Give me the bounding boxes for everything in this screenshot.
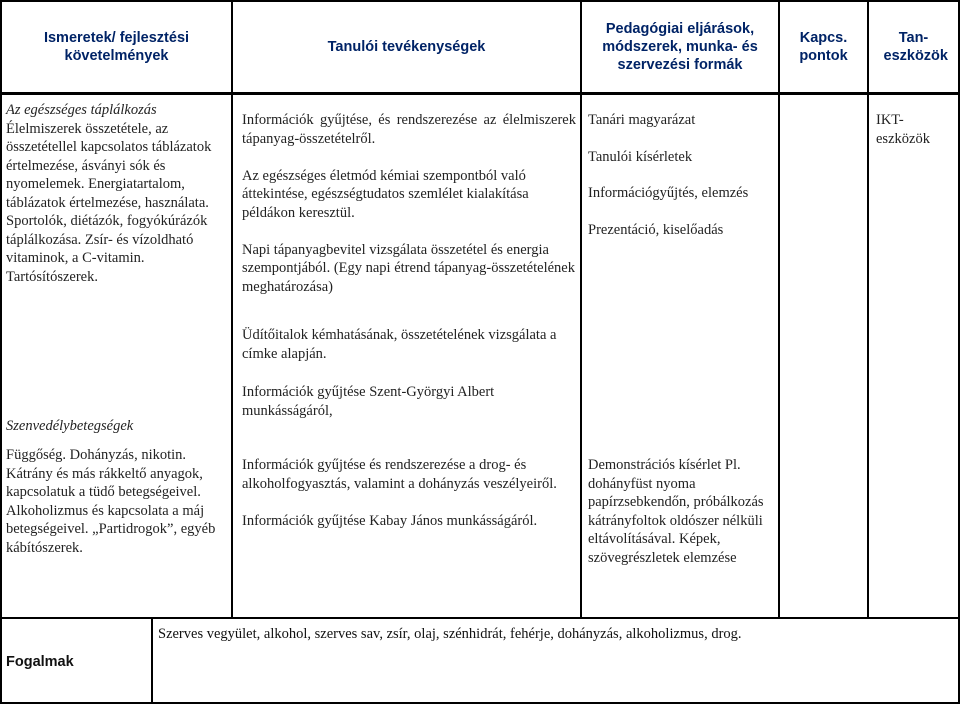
activities-list-3 <box>242 383 576 420</box>
method-item: Információgyűjtés, elemzés <box>588 185 749 201</box>
addiction-methods <box>588 456 770 567</box>
method-item: Tanári magyarázat <box>588 112 696 128</box>
activity-item: Az egészséges életmód kémiai szempontból való áttekintése, egészségtudatos szemlélet kialakítása példákon keresztül. <box>242 167 529 221</box>
activity-item: Információk gyűjtése, és rendszerezése az élelmiszerek tápanyag-összetételről. <box>242 112 576 147</box>
methods-list <box>588 111 776 239</box>
header-methods-label: Pedagógiai eljárások, módszerek, munka- és szervezési formák <box>602 21 758 73</box>
header-connections <box>780 2 867 92</box>
header-activities <box>233 2 580 92</box>
activity-item: Információk gyűjtése Kabay János munkásságáról. <box>242 512 538 529</box>
tools-cell <box>876 111 946 148</box>
addiction-title: Szenvedélybetegségek <box>6 418 134 434</box>
concepts-divider <box>0 617 960 619</box>
activities-list-2 <box>242 326 576 363</box>
healthy-nutrition-title: Az egészséges táplálkozás <box>6 102 157 118</box>
header-requirements-label: Ismeretek/ fejlesztési követelmények <box>43 30 190 64</box>
column-divider-3 <box>778 0 780 619</box>
column-divider-4 <box>867 0 869 619</box>
column-divider-2 <box>580 0 582 619</box>
addiction-activities <box>242 456 576 530</box>
method-item: Tanulói kísérletek <box>588 148 693 165</box>
header-tools <box>869 2 958 92</box>
concepts-list: Szerves vegyület, alkohol, szerves sav, zsír, olaj, szénhidrát, fehérje, dohányzás, alkoholizmus, drog. <box>158 626 742 642</box>
header-activities-label: Tanulói tevékenységek <box>327 39 486 55</box>
healthy-nutrition-topic <box>6 101 228 286</box>
header-divider <box>0 92 960 95</box>
activity-item: Napi tápanyagbevitel vizsgálata összetétel és energia szempontjából. (Egy napi étrend tápanyag-összetételének meghatározása) <box>242 241 575 295</box>
method-item: Prezentáció, kiselőadás <box>588 221 724 238</box>
header-connections-label: Kapcs. pontok <box>799 30 848 64</box>
addiction-content: Függőség. Dohányzás, nikotin. Kátrány és más rákkeltő anyagok, kapcsolatuk a tüdő betegségeivel. Alkoholizmus és kapcsolata a máj betegségeivel. „Partidrogok”, egyéb kábítószerek. <box>6 447 216 556</box>
concepts-label-text: Fogalmak <box>6 654 74 670</box>
concepts-label <box>6 653 146 672</box>
activities-list <box>242 111 576 296</box>
table-left-border <box>0 0 2 704</box>
activity-item: Információk gyűjtése Szent-Györgyi Albert munkásságáról, <box>242 384 495 419</box>
activity-item: Üdítőitalok kémhatásának, összetételének vizsgálata a címke alapján. <box>242 327 557 362</box>
column-divider-1 <box>231 0 233 619</box>
header-methods <box>582 2 778 92</box>
addiction-topic <box>6 446 228 557</box>
activity-item: Információk gyűjtése és rendszerezése a drog- és alkoholfogyasztás, valamint a dohányzás veszélyeiről. <box>242 457 557 492</box>
tools-text: IKT-eszközök <box>876 112 930 147</box>
addiction-topic-title <box>6 417 228 436</box>
header-tools-label: Tan-eszközök <box>883 30 948 64</box>
healthy-nutrition-content: Élelmiszerek összetétele, az összetétellel kapcsolatos táblázatok értelmezése, ásványi sók és nyomelemek. Energiatartalom, táblázatok értelmezése, használata. Sportolók, diétázók, fogyókúrázók táplálkozása. Zsír- és vízoldható vitaminok, a C-vitamin. Tartósítószerek. <box>6 120 212 285</box>
concepts-text <box>158 625 953 644</box>
concepts-label-divider <box>151 617 153 704</box>
method-item: Demonstrációs kísérlet Pl. dohányfüst nyoma papírzsebkendőn, próbálkozás kátrányfoltok oldószer nélküli eltávolításával. Képek, szövegrészletek elemzése <box>588 457 764 566</box>
header-requirements <box>2 2 231 92</box>
